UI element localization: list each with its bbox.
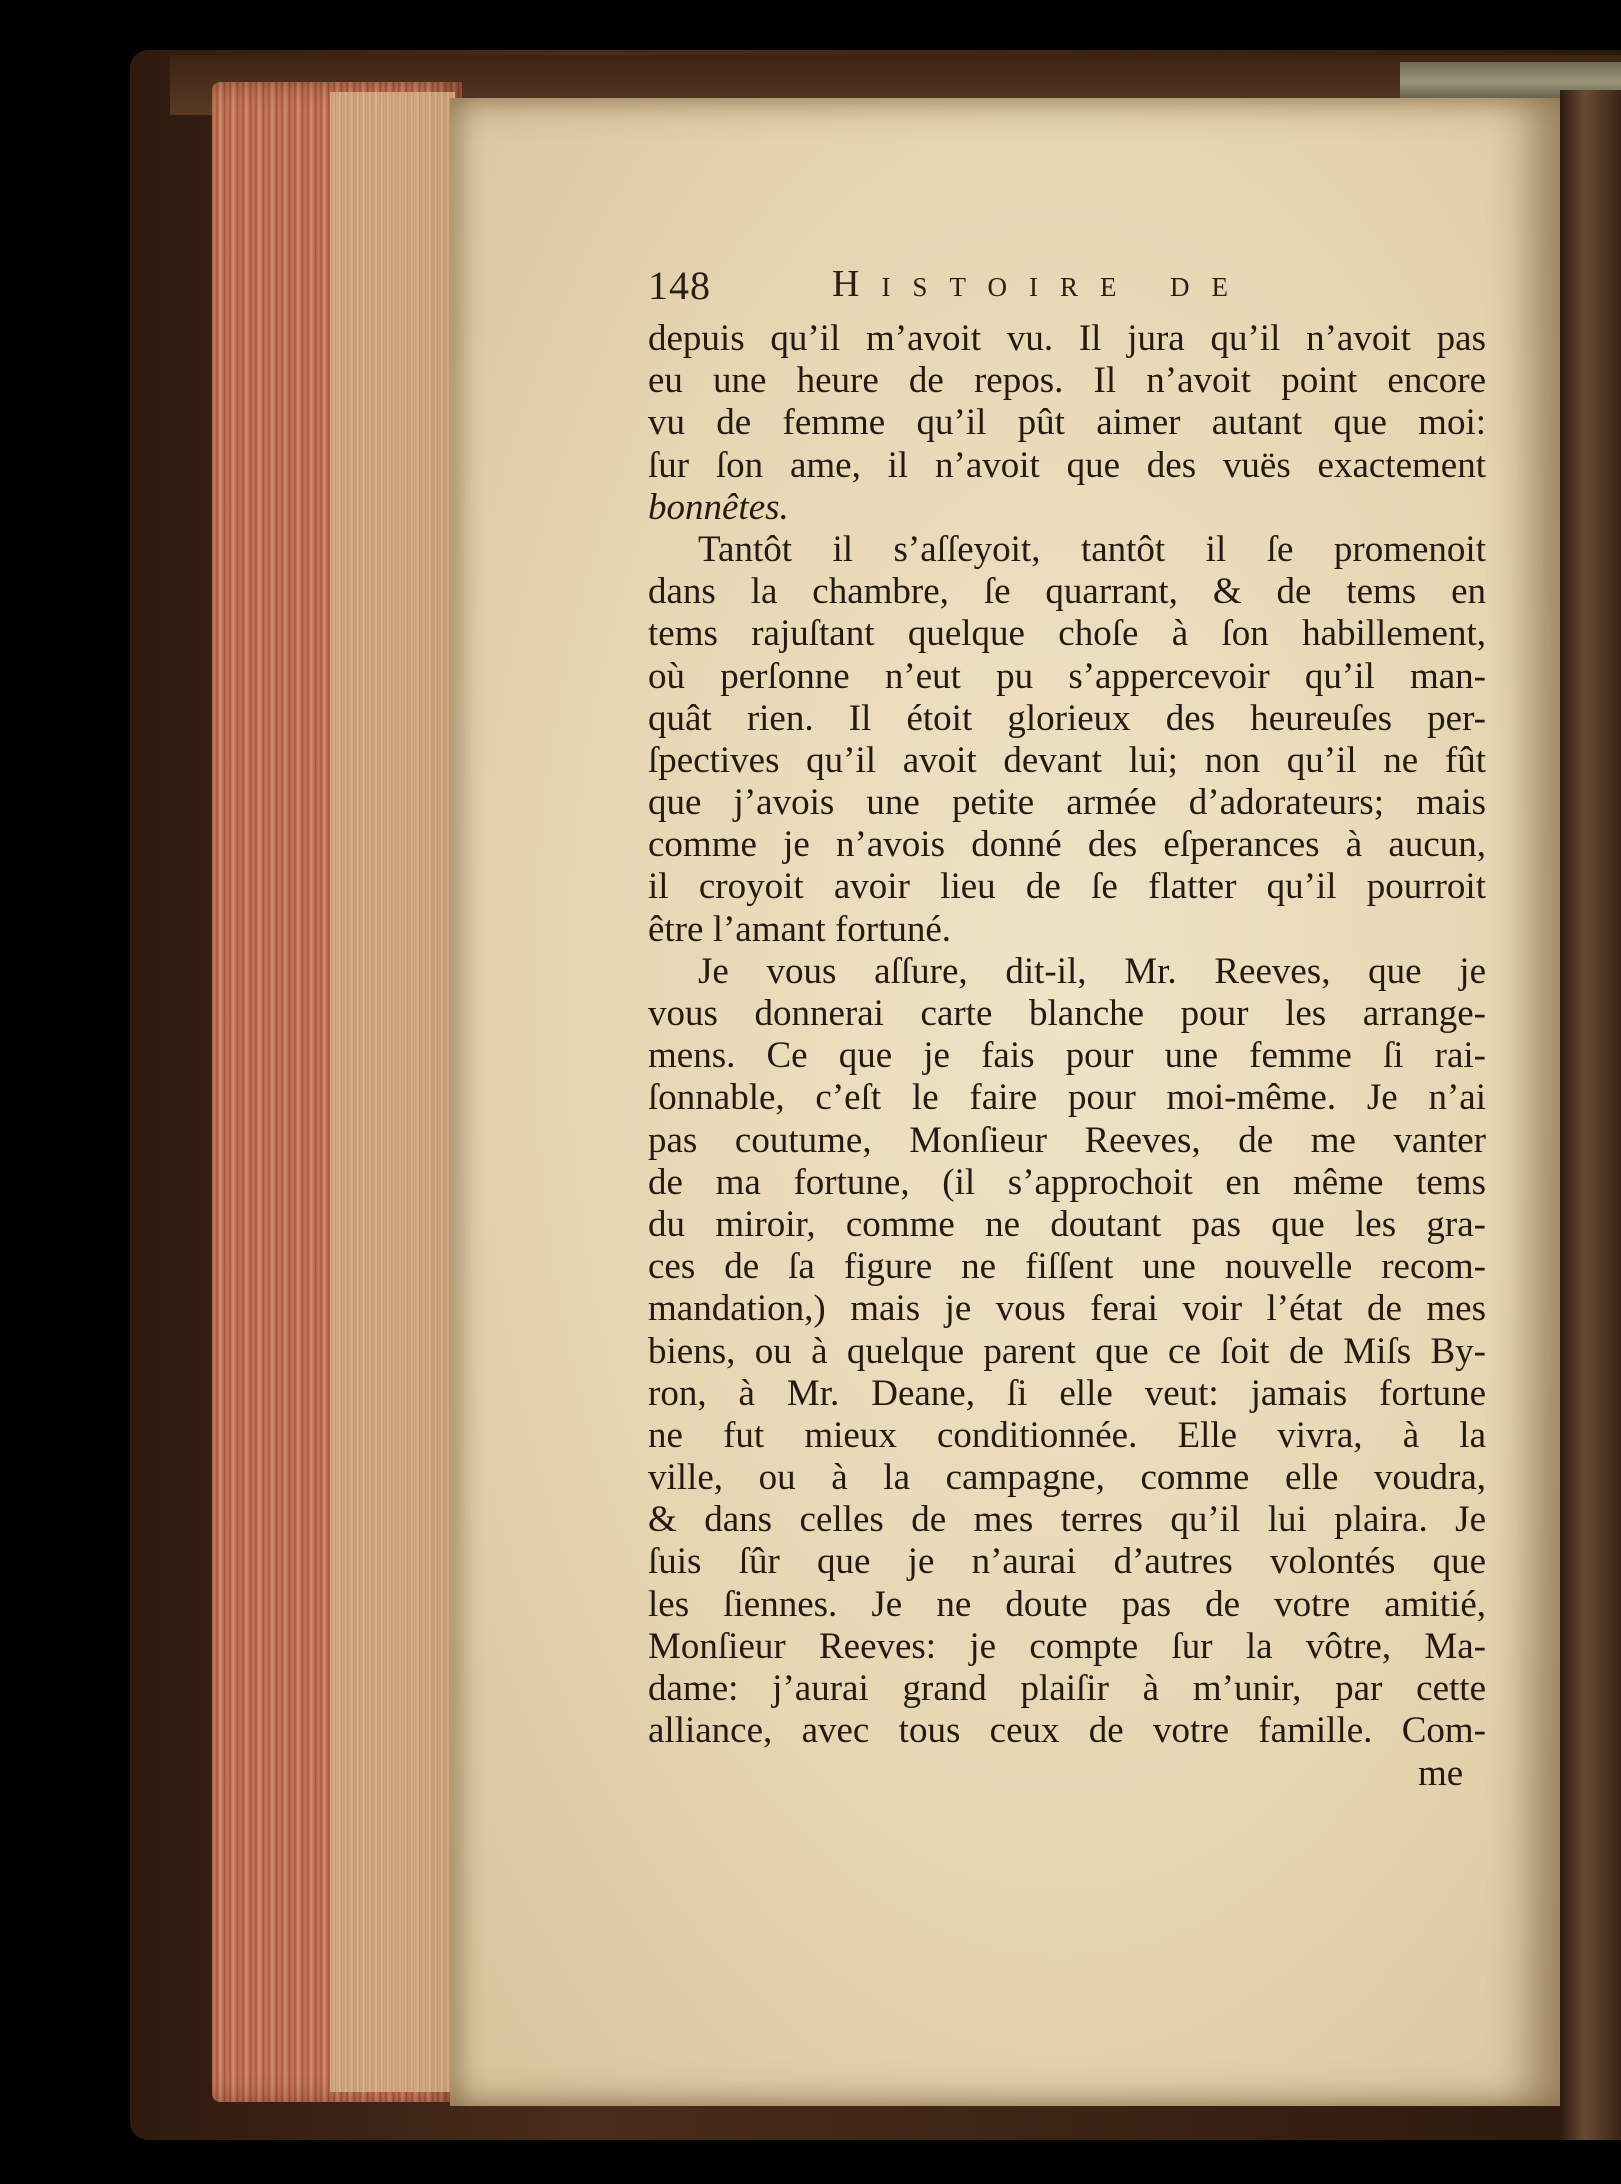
text-line: Tantôt il s’aſſeyoit, tantôt il ſe promenoit xyxy=(698,528,1486,570)
text-line: depuis qu’il m’avoit vu. Il jura qu’il n’avoit pas xyxy=(648,318,1486,359)
text-line: que j’avois une petite armée d’adorateurs; mais xyxy=(648,782,1486,824)
text-line: & dans celles de mes terres qu’il lui plaira. Je xyxy=(648,1499,1486,1541)
text-line: être l’amant fortuné. xyxy=(648,908,952,950)
text-line: les ſiennes. Je ne doute pas de votre amitié, xyxy=(648,1583,1486,1625)
text-line: vu de femme qu’il pût aimer autant que moi: xyxy=(648,402,1486,444)
text-line: ſur ſon ame, il n’avoit que des vuës exactement xyxy=(648,444,1486,486)
text-line: bonnêtes. xyxy=(648,486,789,528)
text-line: eu une heure de repos. Il n’avoit point encore xyxy=(648,360,1486,402)
running-head xyxy=(648,262,1308,310)
text-line: où perſonne n’eut pu s’appercevoir qu’il man- xyxy=(648,655,1486,697)
text-line: pas coutume, Monſieur Reeves, de me vanter xyxy=(648,1119,1486,1161)
text-line: ne fut mieux conditionnée. Elle vivra, à la xyxy=(648,1414,1486,1456)
text-line: tems rajuſtant quelque choſe à ſon habillement, xyxy=(648,613,1486,655)
page-edges-inner xyxy=(330,92,455,2092)
text-line: vous donnerai carte blanche pour les arrange- xyxy=(648,993,1486,1034)
running-title: Histoire de xyxy=(832,263,1250,305)
page-number: 148 xyxy=(648,263,711,308)
text-line: de ma fortune, (il s’approchoit en même tems xyxy=(648,1161,1486,1203)
text-line: du miroir, comme ne doutant pas que les gra- xyxy=(648,1203,1486,1245)
body-text xyxy=(648,318,1486,1752)
text-line: mens. Ce que je fais pour une femme ſi rai- xyxy=(648,1035,1486,1077)
text-line: ſonnable, c’eſt le faire pour moi-même. Je n’ai xyxy=(648,1077,1486,1119)
right-board xyxy=(1560,90,1621,2140)
text-line: Monſieur Reeves: je compte ſur la vôtre, Ma- xyxy=(648,1625,1486,1667)
text-line: ſuis ſûr que je n’aurai d’autres volontés que xyxy=(648,1541,1486,1583)
text-line: quât rien. Il étoit glorieux des heureuſes per- xyxy=(648,697,1486,739)
text-line: ſpectives qu’il avoit devant lui; non qu’il ne fût xyxy=(648,739,1486,781)
text-line: ville, ou à la campagne, comme elle voudra, xyxy=(648,1457,1486,1499)
text-line: mandation,) mais je vous ferai voir l’état de mes xyxy=(648,1288,1486,1330)
text-line: ces de ſa figure ne fiſſent une nouvelle recom- xyxy=(648,1246,1486,1288)
text-line: biens, ou à quelque parent que ce ſoit de Miſs By- xyxy=(648,1330,1486,1372)
text-line: alliance, avec tous ceux de votre famille. Com- xyxy=(648,1710,1486,1752)
text-line: dans la chambre, ſe quarrant, & de tems en xyxy=(648,571,1486,613)
catchword: me xyxy=(1418,1753,1464,1794)
text-line: ron, à Mr. Deane, ſi elle veut: jamais fortune xyxy=(648,1372,1486,1414)
text-line: Je vous aſſure, dit-il, Mr. Reeves, que je xyxy=(698,950,1486,992)
text-line: il croyoit avoir lieu de ſe flatter qu’il pourroit xyxy=(648,866,1486,908)
text-line: dame: j’aurai grand plaiſir à m’unir, par cette xyxy=(648,1668,1486,1709)
text-line: comme je n’avois donné des eſperances à aucun, xyxy=(648,824,1486,866)
